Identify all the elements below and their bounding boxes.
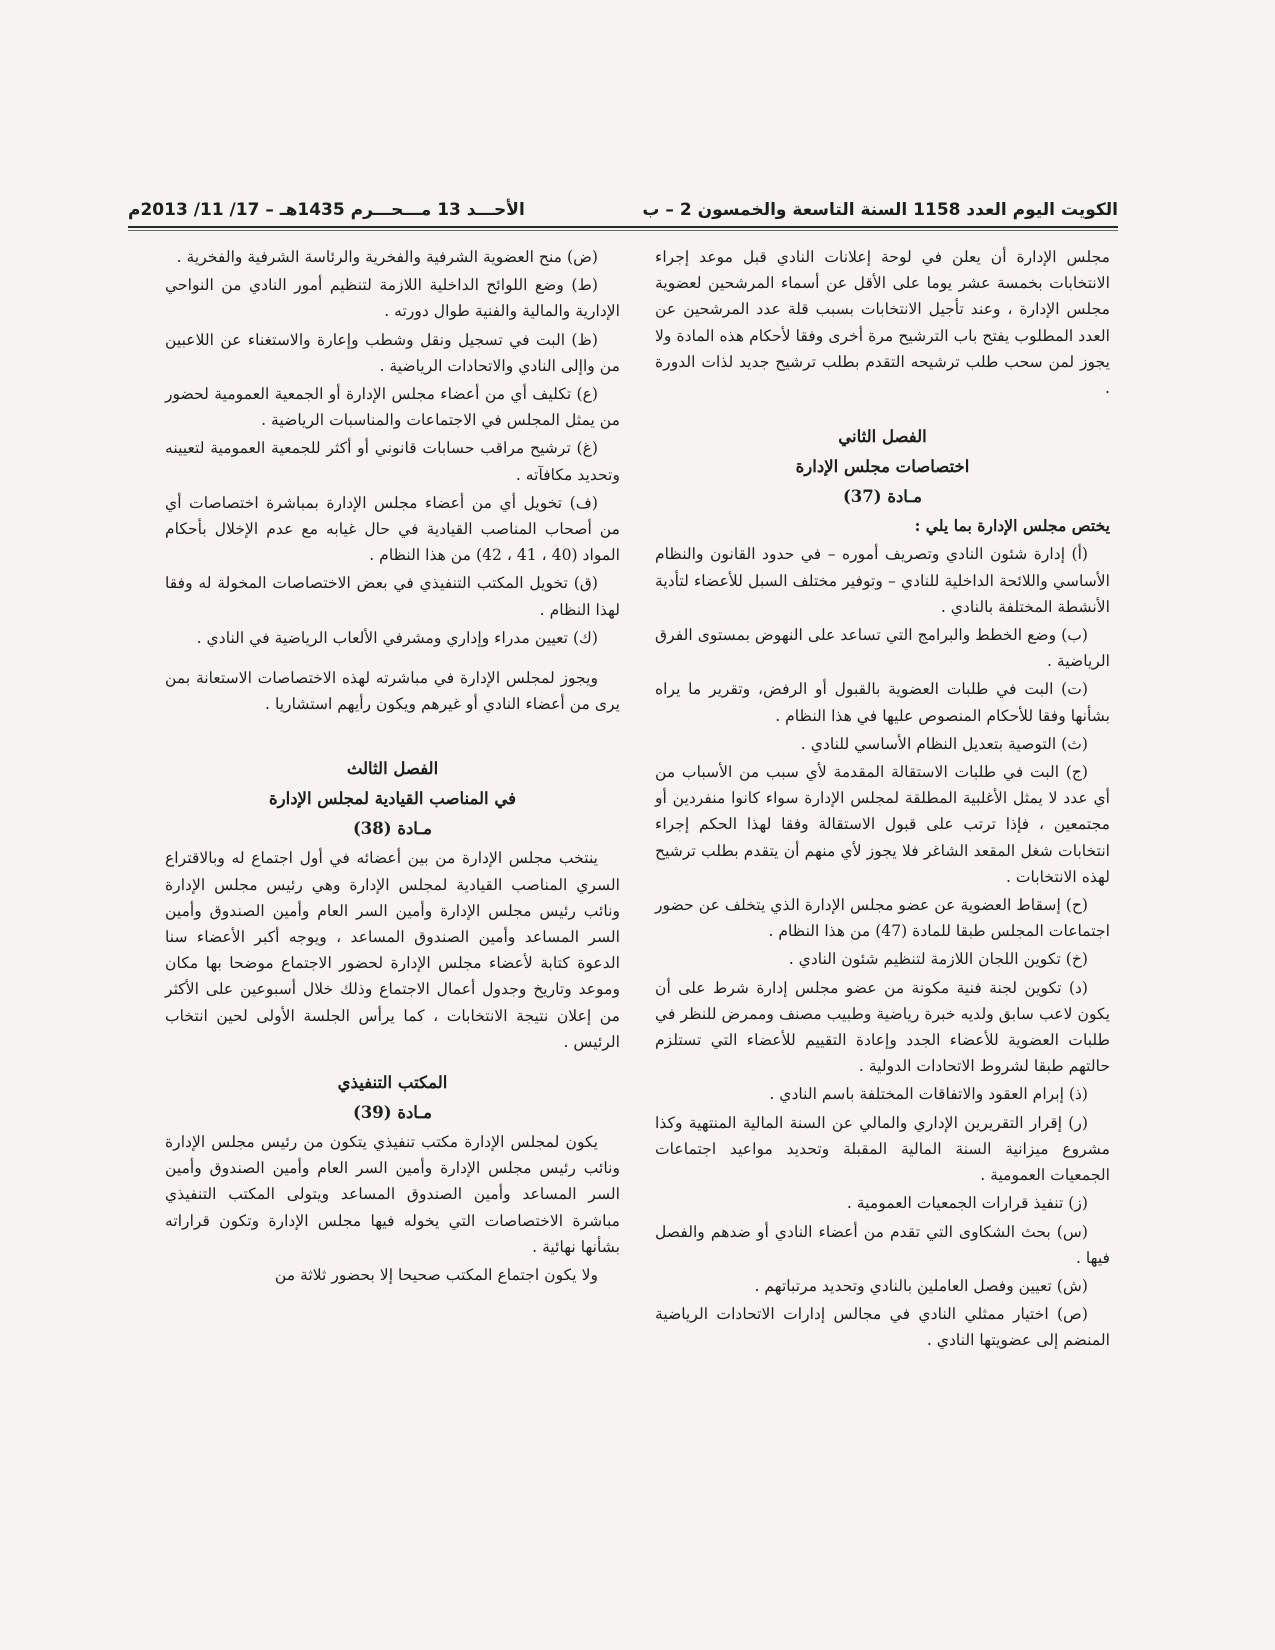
paragraph-advisors: ويجوز لمجلس الإدارة في مباشرته لهذه الاختصاصات الاستعانة بمن يرى من أعضاء النادي أو غيرهم ويكون رأيهم استشاريا . [165,669,620,714]
list-item: (ث) التوصية بتعديل النظام الأساسي للنادي . [800,734,1088,753]
spacer [165,1057,620,1069]
list-item: (س) بحث الشكاوى التي تقدم من أعضاء النادي أو ضدهم والفصل فيها . [655,1222,1110,1267]
page-header [128,196,1118,226]
chapter-3-title: الفصل الثالث [346,759,439,779]
chapter-3-subtitle: في المناصب القيادية لمجلس الإدارة [269,789,516,809]
list-item: (ش) تعيين وفصل العاملين بالنادي وتحديد مرتباتهم . [754,1276,1088,1295]
list-item: (ق) تخويل المكتب التنفيذي في بعض الاختصاصات المخولة له وفقا لهذا النظام . [165,574,620,619]
list-item: (غ) ترشيح مراقب حسابات قانوني أو أكثر للجمعية العمومية لتعيينه وتحديد مكافآته . [165,439,620,484]
list-item: (ع) تكليف أي من أعضاء مجلس الإدارة أو الجمعية العمومية لحضور من يمثل المجلس في الاجتماعات والمناسبات الرياضية . [165,385,620,430]
list-item: (ص) اختيار ممثلي النادي في مجالس إدارات الاتحادات الرياضية المنضم إلى عضويتها النادي . [655,1305,1110,1350]
spacer [165,653,620,665]
list-item: (ذ) إبرام العقود والاتفاقات المختلفة باسم النادي . [769,1085,1088,1104]
article-38-title: مـادة (38) [352,819,433,839]
executive-office-title: المكتب التنفيذي [337,1073,448,1093]
list-item: (ز) تنفيذ قرارات الجمعيات العمومية . [846,1194,1088,1213]
list-item: (خ) تكوين اللجان اللازمة لتنظيم شئون النادي . [788,950,1088,969]
header-date: الأحـــد 13 مـــحـــرم 1435هـ – 17/ 11/ 2013م [128,200,525,220]
right-column [655,244,1110,1356]
paragraph-election-notice: مجلس الإدارة أن يعلن في لوحة إعلانات النادي قبل موعد إجراء الانتخابات بخمسة عشر يوما على الأقل عن أسماء المرشحين لعضوية مجلس الإدارة ، وعند تأجيل الانتخابات بسبب قلة عدد المرشحين عن العدد المطلوب يفتح باب الترشيح مرة أخرى وفقا لأحكام هذه المادة ولا يجوز لمن سحب طلب ترشيحه التقدم بطلب ترشيح جديد لذات الدورة . [655,248,1110,398]
spacer [165,719,620,755]
list-item: (ط) وضع اللوائح الداخلية اللازمة لتنظيم أمور النادي من النواحي الإدارية والمالية والفنية طوال دورته . [165,276,620,321]
list-item: (د) تكوين لجنة فنية مكونة من عضو مجلس إدارة شرط على أن يكون لاعب سابق ولديه خبرة رياضية وطبيب مصنف وممرض للنظر في طلبات العضوية للأعضاء الجدد وإعادة التقييم للأعضاء التي تستلزم حالتهم طبقا لشروط الاتحادات الدولية . [655,978,1110,1076]
list-item: (ت) البت في طلبات العضوية بالقبول أو الرفض، وتقرير ما يراه بشأنها وفقا للأحكام المنصوص عليها في هذا النظام . [655,680,1110,725]
chapter-2-subtitle: اختصاصات مجلس الإدارة [795,457,970,477]
paragraph-quorum: ولا يكون اجتماع المكتب صحيحا إلا بحضور ثلاثة من [274,1266,598,1285]
header-rule [128,226,1118,228]
list-item: (أ) إدارة شئون النادي وتصريف أموره – في حدود القانون والنظام الأساسي واللائحة الداخلية للنادي – وتوفير مختلف السبل للأعضاء لتأدية الأنشطة المختلفة بالنادي . [655,545,1110,616]
article-39-title: مـادة (39) [352,1103,433,1123]
list-item: (ر) إقرار التقريرين الإداري والمالي عن السنة المالية المنتهية وكذا مشروع ميزانية السنة المالية المقبلة وتحديد مواعيد اجتماعات الجمعيات العمومية . [655,1113,1110,1185]
paragraph-article-38: ينتخب مجلس الإدارة من بين أعضائه في أول اجتماع له وبالاقتراع السري المناصب القيادية لمجلس الإدارة وهي رئيس مجلس الإدارة ونائب رئيس مجلس الإدارة وأمين السر العام وأمين الصندوق وأمين السر المساعد وأمين الصندوق المساعد ، ويوجه أكبر الأعضاء سنا الدعوة كتابة لأعضاء مجلس الإدارة لحضور الاجتماع موضحا بها مكان وموعد وتاريخ وجدول أعمال الاجتماع وذلك خلال أسبوعين على الأكثر من إعلان نتيجة الانتخابات ، كما يرأس الجلسة الأولى لحين انتخاب الرئيس . [165,849,620,1051]
list-item: (ظ) البت في تسجيل ونقل وشطب وإعارة والاستغناء عن اللاعبين من واإلى النادي والاتحادات الرياضية . [165,330,620,375]
list-item: (ب) وضع الخطط والبرامج التي تساعد على النهوض بمستوى الفرق الرياضية . [655,626,1110,671]
list-item: (ك) تعيين مدراء وإداري ومشرفي الألعاب الرياضية في النادي . [196,628,598,647]
list-item: (ج) البت في طلبات الاستقالة المقدمة لأي سبب من الأسباب من أي عدد لا يمثل الأغلبية المطلقة لمجلس الإدارة سواء كانوا منفردين أو مجتمعين ، فإذا ترتب على قبول الاستقالة وفقا لهذا الحكم إجراء انتخابات شغل المقعد الشاغر فلا يجوز لأي منهم أن يتقدم بطلب ترشيح لهذه الانتخابات . [655,763,1110,886]
header-issue-info: الكويت اليوم العدد 1158 السنة التاسعة والخمسون 2 – ب [642,200,1118,220]
chapter-2-title: الفصل الثاني [838,427,927,447]
list-item: (ض) منح العضوية الشرفية والفخرية والرئاسة الشرفية والفخرية . [176,248,598,266]
article-37-title: مـادة (37) [842,487,923,507]
list-item: (ح) إسقاط العضوية عن عضو مجلس الإدارة الذي يتخلف عن حضور اجتماعات المجلس طبقا للمادة (47) من هذا النظام . [655,896,1110,941]
left-column [165,244,620,1290]
list-item: (ف) تخويل أي من أعضاء مجلس الإدارة بمباشرة اختصاصات أي من أصحاب المناصب القيادية في حال غيابه مع عدم الإخلال بأحكام المواد (40 ، 41 ، 42) من هذا النظام . [165,493,620,565]
header-rule-thin [128,230,1118,231]
paragraph-article-39: يكون لمجلس الإدارة مكتب تنفيذي يتكون من رئيس مجلس الإدارة ونائب رئيس مجلس الإدارة وأمين السر العام وأمين الصندوق وأمين السر المساعد وأمين الصندوق المساعد ويتولى المكتب التنفيذي مباشرة الاختصاصات التي يخوله فيها مجلس الإدارة وتكون قراراته بشأنها نهائية . [165,1133,620,1256]
article-37-lead: يختص مجلس الإدارة بما يلي : [914,516,1110,536]
